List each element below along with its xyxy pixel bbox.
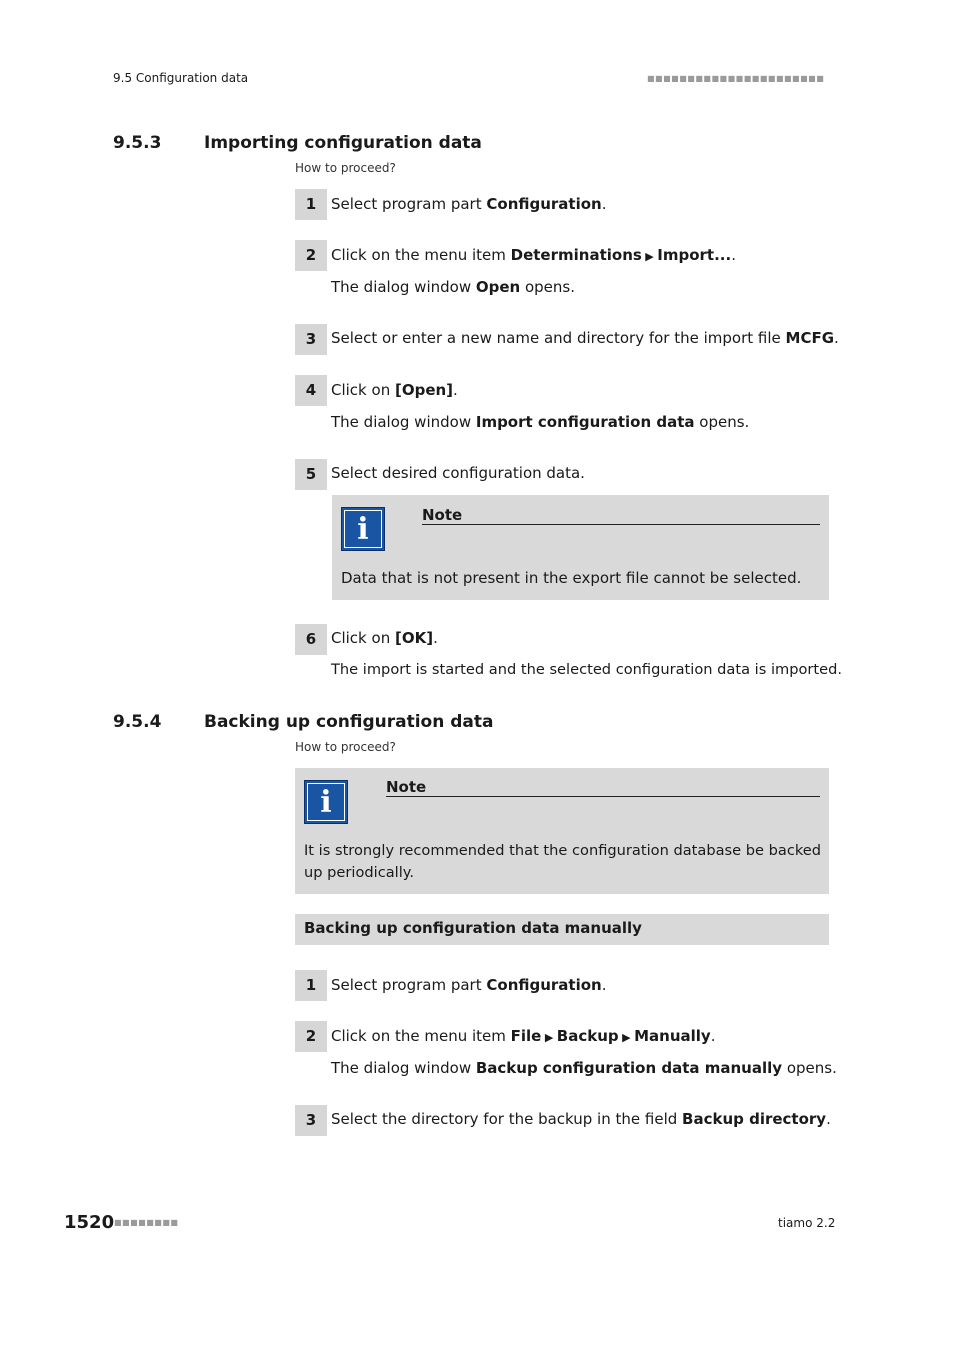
step-result: The dialog window Backup configuration data manually opens. [331, 1059, 837, 1077]
subsection-title: Backing up configuration data manually [304, 919, 642, 937]
step-result: The dialog window Import configuration data opens. [331, 413, 750, 431]
how-to-proceed: How to proceed? [295, 740, 396, 754]
running-header-section: 9.5 Configuration data [113, 71, 249, 85]
step-text: Select or enter a new name and directory for the import file MCFG. [331, 329, 839, 347]
step-text: Click on [Open]. [331, 381, 458, 399]
menu-arrow-icon: ▶ [618, 1031, 635, 1044]
step-number: 3 [295, 1105, 327, 1136]
page-number: 1520 [64, 1212, 115, 1233]
product-version: tiamo 2.2 [778, 1216, 836, 1230]
menu-arrow-icon: ▶ [541, 1031, 557, 1044]
footer-dots: ■■■■■■■■ [114, 1218, 179, 1227]
step-number: 1 [295, 189, 327, 220]
running-header-dots: ■■■■■■■■■■■■■■■■■■■■■■ [647, 74, 825, 83]
step-text: Select desired configuration data. [331, 464, 585, 482]
step-text: Select the directory for the backup in the field Backup directory. [331, 1110, 831, 1128]
step-result: The import is started and the selected configuration data is imported. [331, 661, 843, 678]
step-number: 5 [295, 459, 327, 490]
step-number: 6 [295, 624, 327, 655]
step-number: 1 [295, 970, 327, 1001]
section-number: 9.5.4 [113, 712, 162, 732]
section-heading-953 [113, 133, 813, 157]
how-to-proceed: How to proceed? [295, 161, 396, 175]
note-text: It is strongly recommended that the configuration database be backed up periodically. [304, 842, 822, 881]
step-text: Select program part Configuration. [331, 976, 607, 994]
step-text: Click on the menu item File ▶ Backup ▶ Manually. [331, 1027, 716, 1045]
step-text: Select program part Configuration. [331, 195, 607, 213]
step-number: 2 [295, 240, 327, 271]
step-number: 4 [295, 375, 327, 406]
section-title: Importing configuration data [204, 133, 482, 153]
section-heading-954 [113, 712, 813, 736]
step-number: 3 [295, 324, 327, 355]
step-number: 2 [295, 1021, 327, 1052]
note-box [332, 495, 829, 600]
menu-arrow-icon: ▶ [641, 250, 658, 263]
info-icon: i [341, 507, 385, 551]
info-icon: i [304, 780, 348, 824]
step-text: Click on [OK]. [331, 629, 438, 647]
note-box [295, 768, 829, 894]
note-title: Note [422, 506, 820, 525]
subsection-heading [295, 914, 829, 945]
section-number: 9.5.3 [113, 133, 162, 153]
step-text: Click on the menu item Determinations ▶ Import.... [331, 246, 736, 264]
section-title: Backing up configuration data [204, 712, 494, 732]
note-text: Data that is not present in the export file cannot be selected. [341, 569, 802, 587]
note-title: Note [386, 778, 820, 797]
step-result: The dialog window Open opens. [331, 278, 575, 296]
